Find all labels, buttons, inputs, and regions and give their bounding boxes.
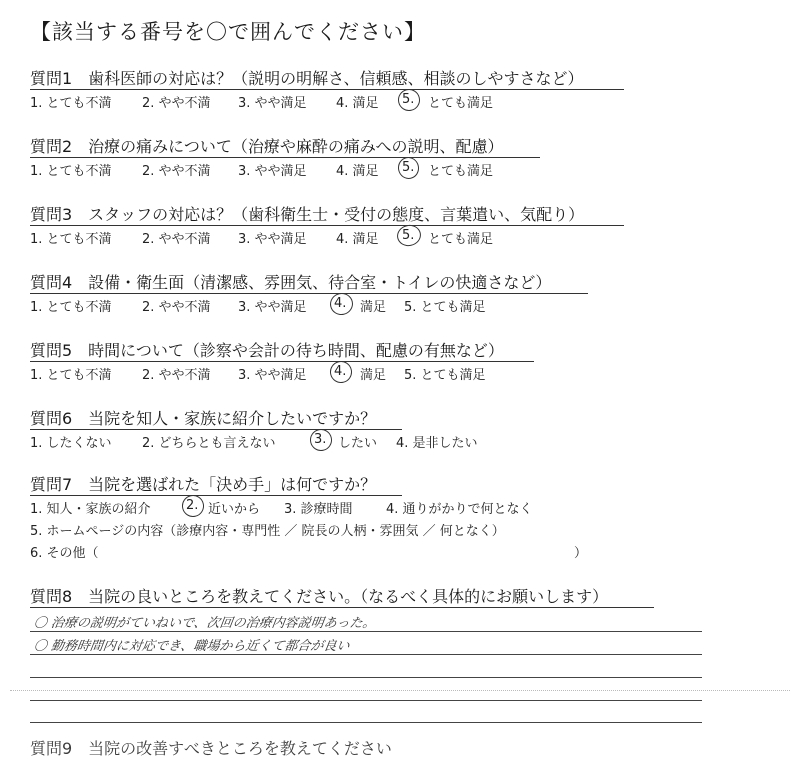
q5-option-1[interactable]: 1. とても不満	[30, 368, 112, 383]
q2-option-4[interactable]: 4. 満足	[336, 164, 379, 179]
q8-answer-rule-4	[30, 700, 702, 701]
q1-selection-circle	[396, 87, 422, 113]
question-7-title: 質問7 当院を選ばれた「決め手」は何ですか？	[30, 475, 377, 494]
question-2-underline	[30, 157, 540, 158]
question-5-underline	[30, 361, 534, 362]
q7-option-2-label[interactable]: 近いから	[208, 502, 261, 517]
q3-option-1[interactable]: 1. とても不満	[30, 232, 112, 247]
q7-option-5[interactable]: 5. ホームページの内容（診療内容・専門性 ／ 院長の人柄・雰囲気 ／ 何となく）	[30, 524, 505, 539]
q8-answer-rule-3	[30, 677, 702, 678]
q4-option-4-label[interactable]: 満足	[360, 300, 387, 315]
q1-option-2[interactable]: 2. やや不満	[142, 96, 211, 111]
q6-option-4[interactable]: 4. 是非したい	[396, 436, 478, 451]
q4-option-3[interactable]: 3. やや満足	[238, 300, 307, 315]
q8-answer-rule-5	[30, 722, 702, 723]
q6-selection-circle	[308, 427, 334, 453]
q4-option-2[interactable]: 2. やや不満	[142, 300, 211, 315]
q3-selection-circle	[395, 223, 423, 249]
question-4-title: 質問4 設備・衛生面（清潔感、雰囲気、待合室・トイレの快適さなど）	[30, 273, 552, 292]
question-1-title: 質問1 歯科医師の対応は？（説明の明解さ、信頼感、相談のしやすさなど）	[30, 69, 584, 88]
q8-answer-1[interactable]: 〇 治療の説明がていねいで、次回の治療内容説明あった。	[32, 616, 377, 631]
question-8-underline	[30, 607, 654, 608]
q6-option-1[interactable]: 1. したくない	[30, 436, 112, 451]
q4-selection-circle	[328, 291, 355, 317]
q5-option-2[interactable]: 2. やや不満	[142, 368, 211, 383]
q1-option-5-number[interactable]: 5.	[402, 92, 415, 107]
q5-option-4-label[interactable]: 満足	[360, 368, 387, 383]
q7-option-2-number[interactable]: 2.	[186, 498, 199, 513]
q1-option-3[interactable]: 3. やや満足	[238, 96, 307, 111]
question-9-title-partial: 質問9 当院の改善すべきところを教えてください	[30, 739, 392, 758]
question-2-title: 質問2 治療の痛みについて（治療や麻酔の痛みへの説明、配慮）	[30, 137, 504, 156]
q7-option-6-label: 6. その他（	[30, 546, 99, 561]
question-7-underline	[30, 495, 402, 496]
q6-option-3-number[interactable]: 3.	[314, 432, 327, 447]
q7-option-4[interactable]: 4. 通りがかりで何となく	[386, 502, 533, 517]
q2-option-1[interactable]: 1. とても不満	[30, 164, 112, 179]
question-4-underline	[30, 293, 588, 294]
q8-answer-2[interactable]: 〇 勤務時間内に対応でき、職場から近くて都合が良い	[32, 639, 351, 654]
q3-option-4[interactable]: 4. 満足	[336, 232, 379, 247]
q2-option-5-number[interactable]: 5.	[402, 160, 415, 175]
question-8-title: 質問8 当院の良いところを教えてください。（なるべく具体的にお願いします）	[30, 587, 609, 606]
q2-selection-circle	[396, 155, 421, 181]
q5-option-3[interactable]: 3. やや満足	[238, 368, 307, 383]
q1-option-1[interactable]: 1. とても不満	[30, 96, 112, 111]
q8-answer-rule-1	[30, 631, 702, 632]
q6-option-2[interactable]: 2. どちらとも言えない	[142, 436, 276, 451]
q4-option-1[interactable]: 1. とても不満	[30, 300, 112, 315]
question-3-title: 質問3 スタッフの対応は？（歯科衛生士・受付の態度、言葉遣い、気配り）	[30, 205, 585, 224]
q3-option-2[interactable]: 2. やや不満	[142, 232, 211, 247]
q3-option-3[interactable]: 3. やや満足	[238, 232, 307, 247]
question-3-underline	[30, 225, 624, 226]
q2-option-2[interactable]: 2. やや不満	[142, 164, 211, 179]
q7-option-6-close: ）	[574, 546, 588, 561]
q3-option-5-label[interactable]: とても満足	[428, 232, 494, 247]
q4-option-4-number[interactable]: 4.	[334, 296, 347, 311]
q5-option-4-number[interactable]: 4.	[334, 364, 347, 379]
question-6-underline	[30, 429, 402, 430]
q2-option-3[interactable]: 3. やや満足	[238, 164, 307, 179]
q3-option-5-number[interactable]: 5.	[402, 228, 415, 243]
q5-selection-circle	[328, 359, 354, 385]
q6-option-3-label[interactable]: したい	[338, 436, 378, 451]
q2-option-5-label[interactable]: とても満足	[428, 164, 494, 179]
scan-artifact-line	[10, 690, 790, 691]
q8-answer-rule-2	[30, 654, 702, 655]
q4-option-5[interactable]: 5. とても満足	[404, 300, 486, 315]
question-1-underline	[30, 89, 624, 90]
question-6-title: 質問6 当院を知人・家族に紹介したいですか？	[30, 409, 377, 428]
q7-option-3[interactable]: 3. 診療時間	[284, 502, 353, 517]
q7-option-1[interactable]: 1. 知人・家族の紹介	[30, 502, 151, 517]
q1-option-5-label[interactable]: とても満足	[428, 96, 494, 111]
form-heading: 【該当する番号を〇で囲んでください】	[30, 20, 426, 44]
q7-selection-circle	[180, 493, 206, 519]
question-5-title: 質問5 時間について（診察や会計の待ち時間、配慮の有無など）	[30, 341, 504, 360]
q1-option-4[interactable]: 4. 満足	[336, 96, 379, 111]
q5-option-5[interactable]: 5. とても満足	[404, 368, 486, 383]
